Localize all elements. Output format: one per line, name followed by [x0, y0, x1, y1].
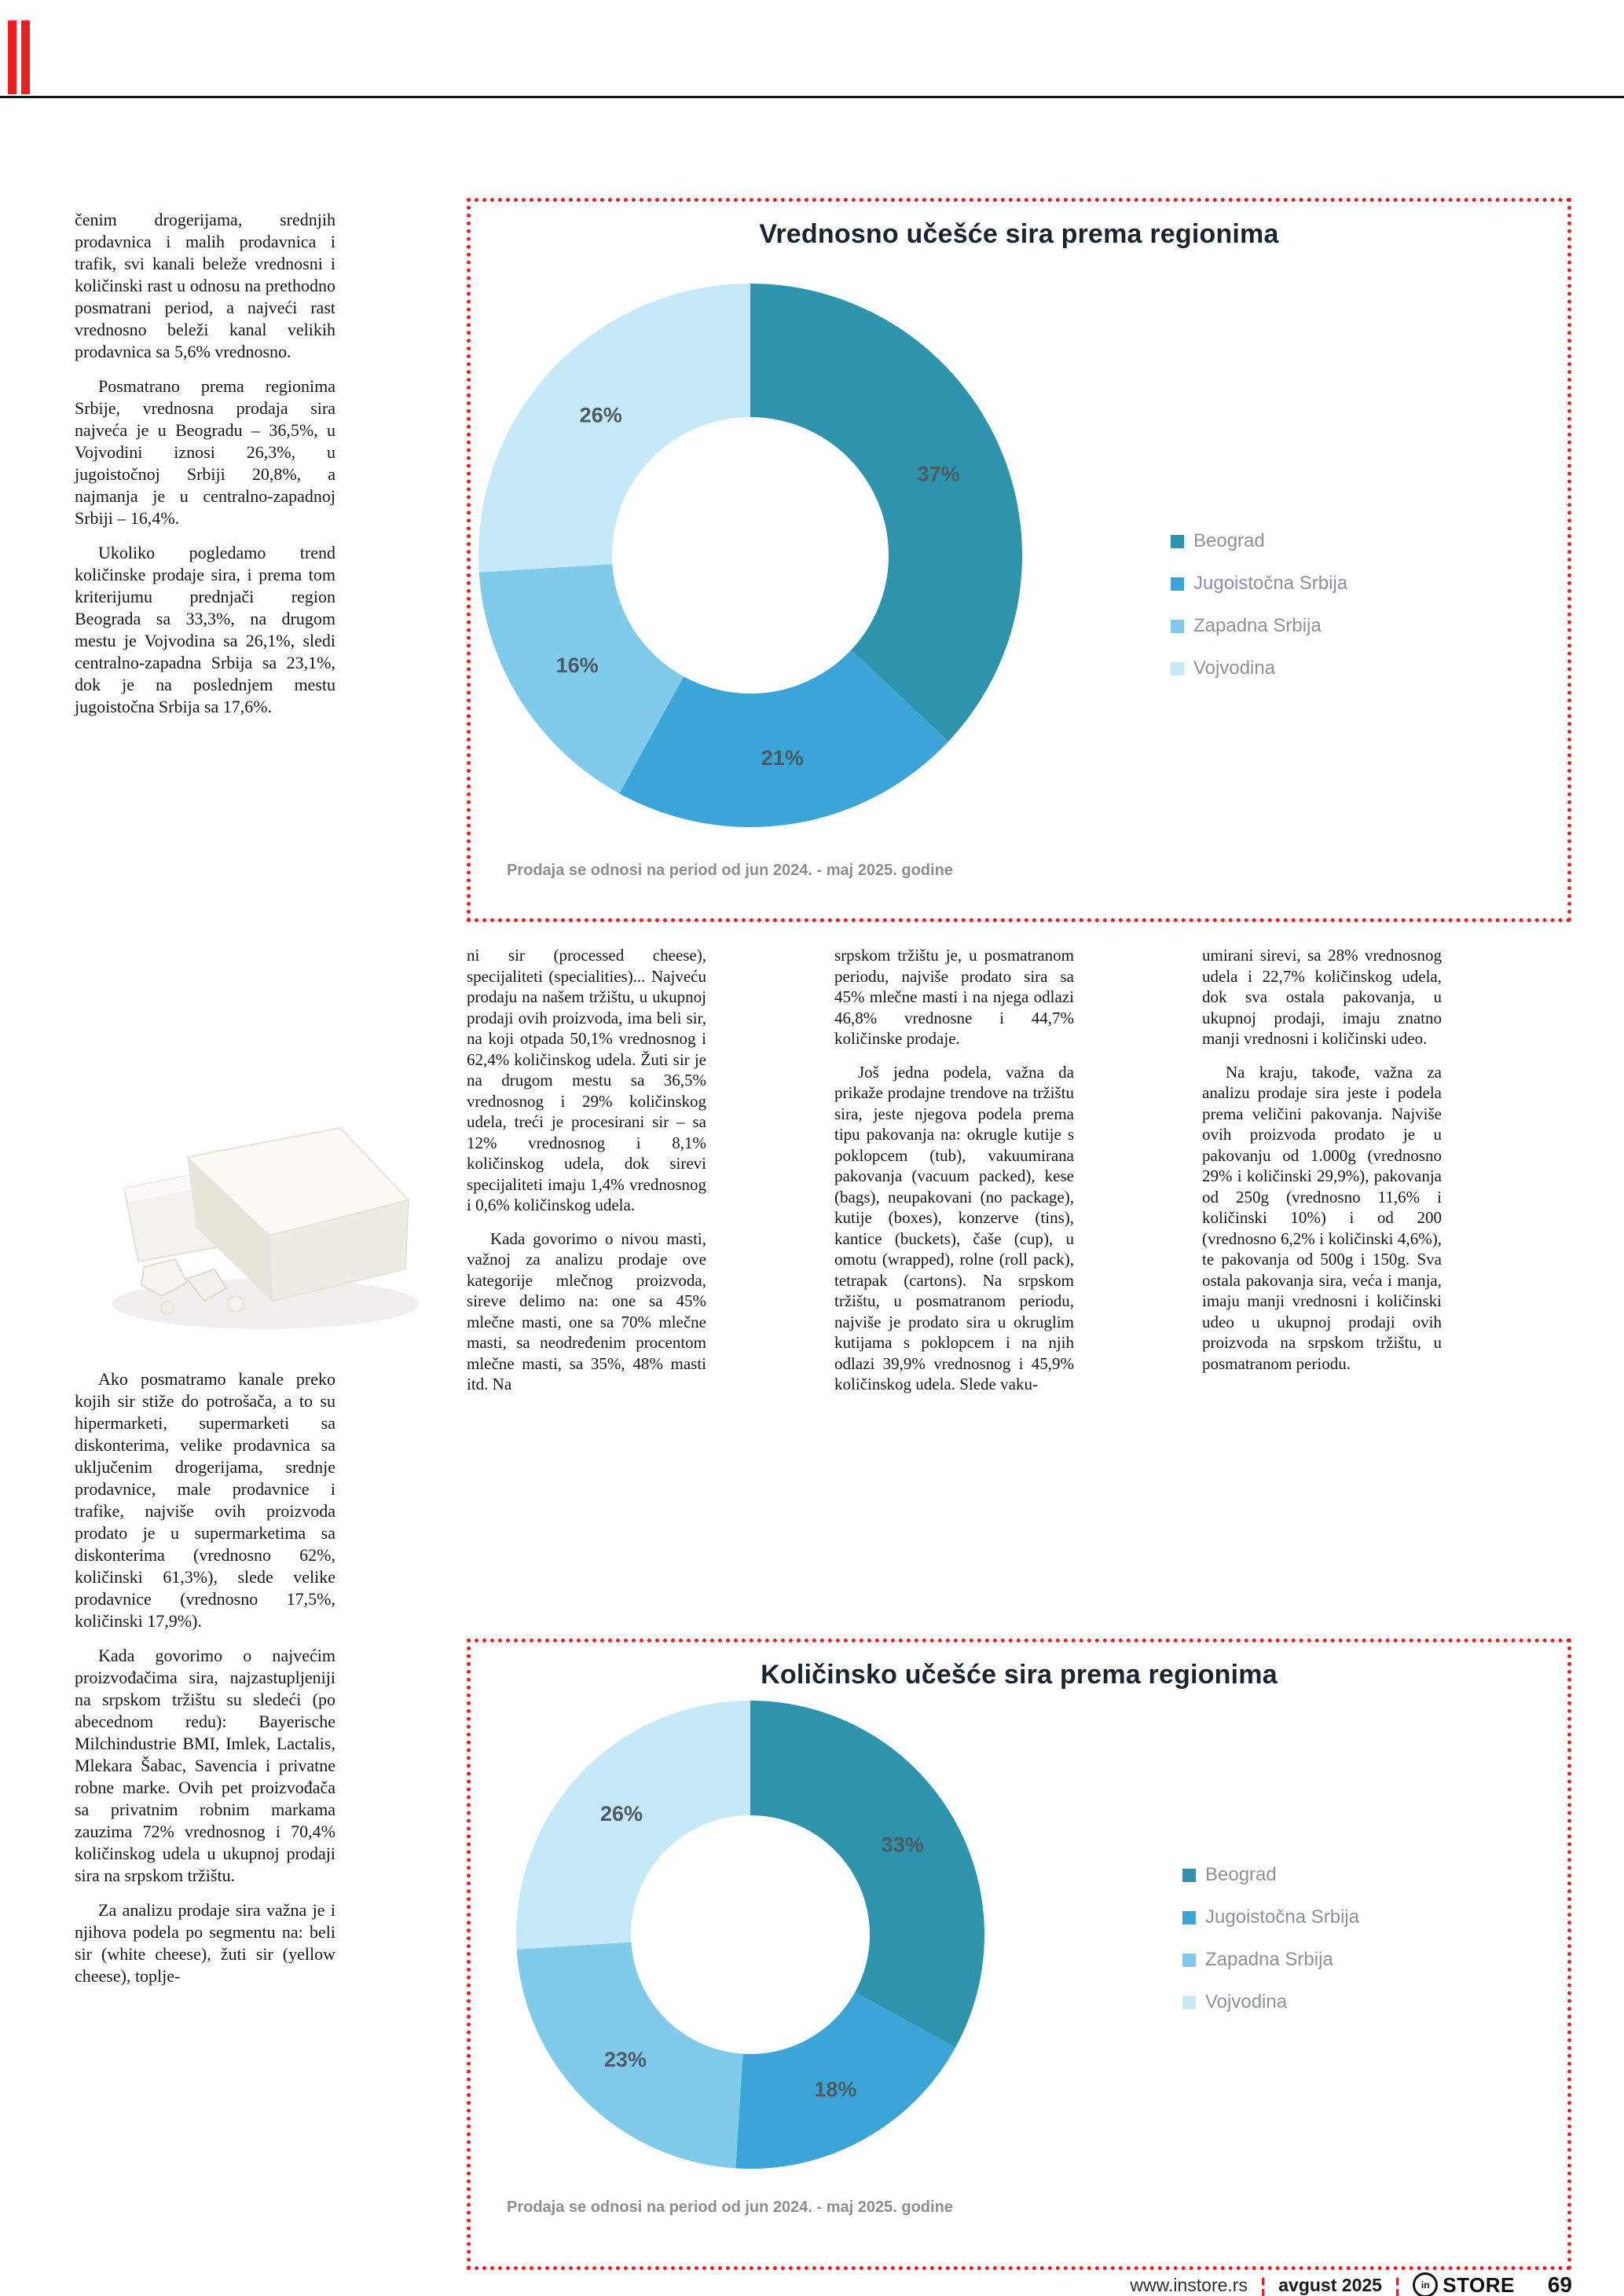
site-link[interactable]: www.instore.rs: [1130, 2274, 1248, 2295]
chart-footnote: Prodaja se odnosi na period od jun 2024. - maj 2025. godine: [507, 2199, 953, 2216]
body-paragraph: ni sir (processed cheese), specijaliteti (specialities)... Najveću prodaju na našem tržištu, u ukupnoj prodaji ovih proizvoda, ima beli sir, na koji otpada 50,1% vrednosnog i 62,4% količinskog udela. Žuti sir je na drugom mestu sa 36,5% vrednosnog i 29% količinskog udela, treći je procesirani sir – sa 12% vrednosnog i 8,1% količinskog udela, dok sirevi specijaliteti imaju 1,4% vrednosnog i 0,6% količinskog udela.: [467, 946, 706, 1214]
legend-item: [1171, 657, 1347, 679]
legend-swatch-icon: [1171, 577, 1184, 591]
value-share-donut-chart: [475, 280, 1025, 830]
chart-legend: [1182, 1864, 1359, 2013]
value-share-chart-box: [467, 198, 1571, 922]
issue-date: avgust 2025: [1278, 2274, 1382, 2295]
legend-item: [1182, 1906, 1359, 1928]
body-paragraph: Na kraju, takođe, važna za analizu prodaje sira jeste i podela prema veličini pakovanja. Najviše ovih proizvoda prodato je u pakovanju od 1.000g (vrednosno 29% i količinski 29,9%), pakovanja od 250g (vrednosno 11,6% i količinski 10%) i od 200 (vrednosno 6,2% i količinski 4,6%), te pakovanja od 500g i 150g. Sva ostala pakovanja sira, veća i manja, imaju manji vrednosni i količinski udeo u ukupnoj prodaji ovih proizvoda na srpskom tržištu, u posmatranom periodu.: [1202, 1062, 1442, 1373]
body-paragraph: Za analizu prodaje sira važna je i njihova podela po segmentu na: beli sir (white cheese), žuti sir (yellow cheese), toplje-: [75, 1900, 335, 1986]
body-paragraph: srpskom tržištu je, u posmatranom periodu, najviše prodato sira sa 45% mlečne masti i na njega odlazi 46,8% vrednosne i 44,7% količinske prodaje.: [834, 946, 1074, 1048]
body-paragraph: Kada govorimo o najvećim proizvođačima sira, najzastupljeniji na srpskom tržištu su sledeći (po abecednom redu): Bayerische Milchindustrie BMI, Imlek, Lactalis, Mlekara Šabac, Savencia i privatne robne marke. Ovih pet proizvođača sa privatnim robnim markama zauzima 72% vrednosnog i 70,4% količinskog udela u ukupnoj prodaji sira na srpskom tržištu.: [75, 1646, 335, 1885]
left-column-bottom: [75, 1368, 335, 2000]
donut-value-label: 23%: [603, 2048, 647, 2072]
legend-item: [1171, 530, 1347, 552]
body-paragraph: Kada govorimo o nivou masti, važnoj za analizu prodaje ove kategorije mlečnog proizvoda, sireve delimo na: one sa 45% mlečne masti, one sa 70% mlečne masti, sa neodređenim procentom mlečne masti, sa 35%, 48% masti itd. Na: [467, 1229, 706, 1393]
left-column-top: [75, 209, 335, 731]
body-paragraph: Još jedna podela, važna da prikaže prodajne trendove na tržištu sira, jeste njegova podela prema tipu pakovanja na: okrugle kutije s poklopcem (tub), vakuumirana pakovanja (vacuum packed), kese (bags), neupakovani (no package), kutije (boxes), konzerve (tins), kantice (buckets), čaše (cup), u omotu (wrapped), rolne (roll pack), tetrapak (cartons). Na srpskom tržištu, u posmatranom periodu, najviše je prodato sira u okruglim kutijama s poklopcem i na njih odlazi 39,9% vrednosnog i 45,9% količinskog udela. Slede vaku-: [834, 1062, 1074, 1393]
legend-label: Jugoistočna Srbija: [1193, 573, 1348, 594]
legend-swatch-icon: [1171, 662, 1184, 676]
chart-title: Količinsko učešće sira prema regionima: [761, 1660, 1278, 1690]
top-rule: [0, 96, 1624, 98]
donut-value-label: 26%: [579, 403, 622, 427]
legend-label: Zapadna Srbija: [1193, 615, 1322, 636]
donut-slice-1: [750, 284, 1022, 742]
footer-separator: ¦: [1394, 2273, 1401, 2296]
legend-label: Beograd: [1193, 530, 1265, 551]
middle-column-3: [1202, 945, 1442, 1386]
legend-item: [1182, 1864, 1359, 1886]
legend-swatch-icon: [1182, 1869, 1196, 1882]
legend-swatch-icon: [1182, 1954, 1196, 1967]
donut-value-label: 37%: [917, 462, 960, 486]
cheese-photo: [69, 1082, 438, 1342]
body-paragraph: Ukoliko pogledamo trend količinske prodaje sira, i prema tom kriterijumu prednjači region Beograda sa 33,3%, na drugom mestu je Vojvodina sa 26,1%, sledi centralno-zapadna Srbija sa 23,1%, dok je na poslednjem mestu jugoistočna Srbija sa 17,6%.: [75, 543, 335, 716]
legend-label: Zapadna Srbija: [1205, 1949, 1333, 1970]
legend-item: [1182, 1991, 1359, 2013]
quantity-share-donut-chart: [513, 1697, 988, 2172]
quantity-share-chart-box: [467, 1639, 1571, 2270]
legend-label: Beograd: [1205, 1864, 1277, 1885]
donut-slice-4: [478, 284, 750, 573]
legend-item: [1171, 573, 1347, 595]
page-number: 69: [1547, 2272, 1572, 2296]
brand-text: STORE: [1443, 2272, 1515, 2296]
instore-logo: [1413, 2272, 1515, 2296]
donut-slice-1: [750, 1701, 984, 2048]
legend-label: Vojvodina: [1205, 1991, 1288, 2012]
middle-column-2: [834, 945, 1074, 1408]
legend-item: [1182, 1949, 1359, 1971]
middle-column-1: [467, 945, 706, 1408]
instore-circle-icon: in: [1413, 2272, 1438, 2296]
body-paragraph: čenim drogerijama, srednjih prodavnica i malih prodavnica i trafik, svi kanali beleže vrednosni i količinski rast u odnosu na prethodno posmatrani period, a najveći rast vrednosno beleži kanal velikih prodavnica sa 5,6% vrednosno.: [75, 210, 335, 361]
footer-separator: ¦: [1259, 2273, 1267, 2296]
legend-swatch-icon: [1182, 1996, 1196, 2009]
body-paragraph: umirani sirevi, sa 28% vrednosnog udela i 22,7% količinskog udela, dok sva ostala pakovanja, u ukupnoj prodaji, imaju znatno manji vrednosni i količinski udeo.: [1202, 946, 1442, 1048]
legend-item: [1171, 615, 1347, 637]
legend-label: Vojvodina: [1193, 657, 1276, 679]
legend-swatch-icon: [1182, 1911, 1196, 1924]
legend-swatch-icon: [1171, 620, 1184, 633]
donut-value-label: 21%: [761, 745, 804, 770]
donut-value-label: 26%: [599, 1802, 643, 1825]
body-paragraph: Posmatrano prema regionima Srbije, vrednosna prodaja sira najveća je u Beogradu – 36,5%, u Vojvodini iznosi 26,3%, u jugoistočnoj Srbiji 20,8%, a najmanja je u centralno-zapadnoj Srbiji – 16,4%.: [75, 376, 335, 528]
chart-title: Vrednosno učešće sira prema regionima: [759, 219, 1279, 249]
footer: [1130, 2272, 1572, 2296]
chart-legend: [1171, 530, 1347, 679]
body-paragraph: Ako posmatramo kanale preko kojih sir stiže do potrošača, a to su hipermarketi, supermarketi sa diskonterima, velike prodavnica sa uključenim drogerijama, srednje prodavnice, male prodavnice i trafike, najviše ovih proizvoda prodato je u supermarketima sa diskonterima (vrednosno 62%, količinski 61,3%), slede velike prodavnice (vrednosno 17,5%, količinski 17,9%).: [75, 1369, 335, 1631]
donut-value-label: 16%: [555, 653, 599, 677]
donut-value-label: 33%: [881, 1833, 924, 1857]
legend-label: Jugoistočna Srbija: [1205, 1906, 1360, 1928]
donut-value-label: 18%: [814, 2078, 857, 2102]
legend-swatch-icon: [1171, 535, 1184, 548]
chart-footnote: Prodaja se odnosi na period od jun 2024. - maj 2025. godine: [507, 862, 953, 879]
